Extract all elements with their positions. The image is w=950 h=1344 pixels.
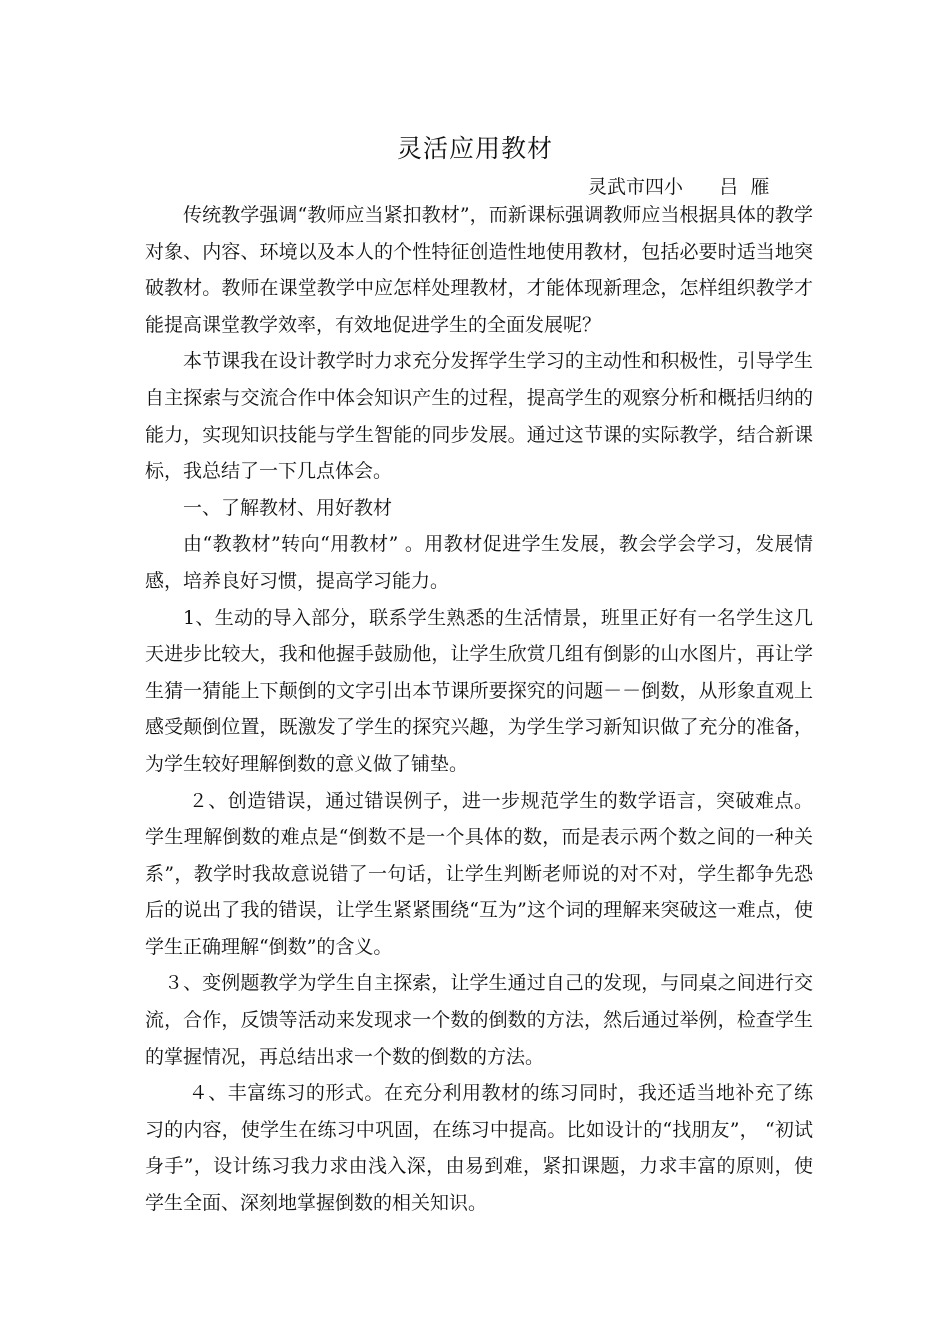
paragraph-point-4: ４、丰富练习的形式。在充分利用教材的练习同时，我还适当地补充了练习的内容，使学生在练习中巩固，在练习中提高。比如设计的“找朋友”， “初试身手”，设计练习我力求由浅入深，由易到难，紧扣课题，力求丰富的原则，使学生全面、深刻地掌握倒数的相关知识。	[145, 1082, 813, 1215]
paragraph-point-2: ２、创造错误，通过错误例子，进一步规范学生的数学语言，突破难点。学生理解倒数的难点是“倒数不是一个具体的数，而是表示两个数之间的一种关系”，教学时我故意说错了一句话，让学生判断老师说的对不对，学生都争先恐后的说出了我的错误，让学生紧紧围绕“互为”这个词的理解来突破这一难点，使学生正确理解“倒数”的含义。	[145, 789, 813, 958]
document-title: 灵活应用教材	[396, 134, 553, 163]
paragraph-point-3: ３、变例题教学为学生自主探索，让学生通过自己的发现，与同桌之间进行交流，合作，反馈等活动来发现求一个数的倒数的方法，然后通过举例，检查学生的掌握情况，再总结出求一个数的倒数的方法。	[145, 972, 813, 1068]
paragraph-lesson-design: 本节课我在设计教学时力求充分发挥学生学习的主动性和积极性，引导学生自主探索与交流合作中体会知识产生的过程，提高学生的观察分析和概括归纳的能力，实现知识技能与学生智能的同步发展。通过这节课的实际教学，结合新课标，我总结了一下几点体会。	[145, 350, 813, 483]
document-body	[145, 197, 813, 1222]
paragraph-intro: 传统教学强调“教师应当紧扣教材”，而新课标强调教师应当根据具体的教学对象、内容、环境以及本人的个性特征创造性地使用教材，包括必要时适当地突破教材。教师在课堂教学中应怎样处理教材，才能体现新理念，怎样组织教学才能提高课堂教学效率，有效地促进学生的全面发展呢？	[145, 204, 813, 336]
paragraph-point-1: 1、生动的导入部分，联系学生熟悉的生活情景，班里正好有一名学生这几天进步比较大，我和他握手鼓励他，让学生欣赏几组有倒影的山水图片，再让学生猜一猜能上下颠倒的文字引出本节课所要探究的问题－－倒数，从形象直观上感受颠倒位置，既激发了学生的探究兴趣，为学生学习新知识做了充分的准备，为学生较好理解倒数的意义做了铺垫。	[145, 606, 813, 775]
paragraph-use-textbook: 由“教教材”转向“用教材” 。用教材促进学生发展，教会学会学习，发展情感，培养良好习惯，提高学习能力。	[145, 533, 813, 592]
section-heading-1: 一、了解教材、用好教材	[183, 496, 393, 519]
author-line: 灵武市四小 吕 雁	[588, 176, 770, 198]
